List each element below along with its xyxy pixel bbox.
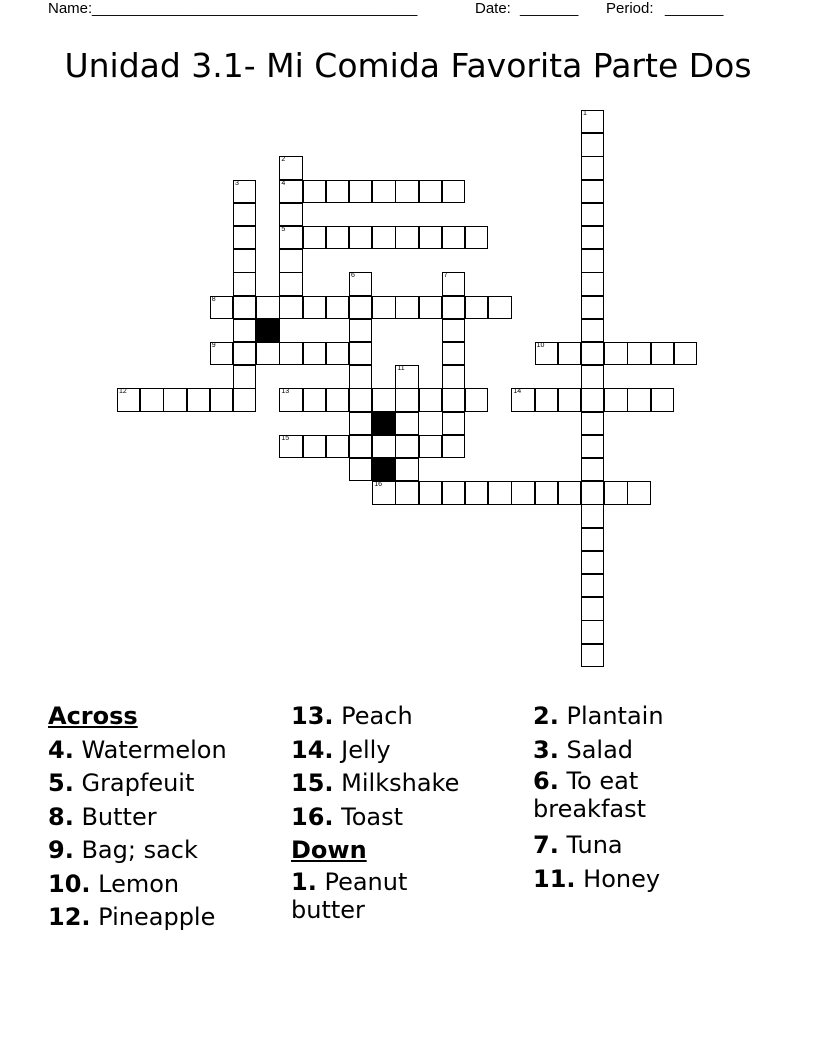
grid-cell[interactable] <box>604 342 627 365</box>
grid-cell[interactable] <box>256 342 279 365</box>
grid-cell[interactable] <box>349 435 372 458</box>
grid-cell[interactable] <box>372 481 395 504</box>
grid-cell[interactable] <box>581 412 604 435</box>
grid-cell[interactable] <box>279 180 302 203</box>
down-heading: Down <box>291 836 367 864</box>
grid-cell[interactable] <box>442 319 465 342</box>
grid-cell[interactable] <box>372 180 395 203</box>
grid-cell[interactable] <box>419 226 442 249</box>
grid-cell[interactable] <box>442 226 465 249</box>
grid-cell[interactable] <box>604 481 627 504</box>
grid-cell[interactable] <box>581 272 604 295</box>
grid-cell[interactable] <box>326 435 349 458</box>
clue-column-2 <box>291 700 491 930</box>
grid-cell[interactable] <box>279 435 302 458</box>
grid-cell[interactable] <box>233 342 256 365</box>
grid-cell[interactable] <box>581 504 604 527</box>
grid-cell[interactable] <box>210 388 233 411</box>
grid-cell[interactable] <box>279 249 302 272</box>
grid-cell[interactable] <box>349 412 372 435</box>
clue-number: 7 <box>443 272 448 280</box>
grid-cell[interactable] <box>326 180 349 203</box>
date-blank[interactable]: _______ <box>520 0 579 17</box>
grid-cell[interactable] <box>349 272 372 295</box>
clue-column-3 <box>533 700 733 896</box>
grid-cell[interactable] <box>140 388 163 411</box>
clue-across-4: 4. Watermelon <box>48 735 227 764</box>
grid-cell[interactable] <box>581 249 604 272</box>
grid-cell[interactable] <box>233 365 256 388</box>
grid-cell[interactable] <box>349 388 372 411</box>
grid-cell[interactable] <box>395 412 418 435</box>
grid-cell[interactable] <box>349 180 372 203</box>
clue-number: 15 <box>281 434 290 442</box>
grid-cell[interactable] <box>627 342 650 365</box>
page-title: Unidad 3.1- Mi Comida Favorita Parte Dos <box>64 46 752 85</box>
grid-cell[interactable] <box>279 203 302 226</box>
grid-cell[interactable] <box>233 388 256 411</box>
grid-cell[interactable] <box>395 365 418 388</box>
grid-cell[interactable] <box>372 296 395 319</box>
clue-down-6: 6. To eat breakfast <box>533 767 647 823</box>
grid-cell[interactable] <box>233 226 256 249</box>
grid-cell[interactable] <box>395 435 418 458</box>
grid-cell[interactable] <box>581 574 604 597</box>
grid-cell[interactable] <box>303 226 326 249</box>
grid-cell[interactable] <box>651 388 674 411</box>
name-blank[interactable]: _______________________________________ <box>92 0 418 17</box>
grid-cell[interactable] <box>581 156 604 179</box>
grid-cell[interactable] <box>651 342 674 365</box>
grid-cell[interactable] <box>581 528 604 551</box>
grid-cell[interactable] <box>279 296 302 319</box>
grid-cell[interactable] <box>419 435 442 458</box>
grid-cell[interactable] <box>419 388 442 411</box>
grid-cell[interactable] <box>279 342 302 365</box>
grid-cell[interactable] <box>442 342 465 365</box>
grid-cell[interactable] <box>535 481 558 504</box>
grid-cell[interactable] <box>233 296 256 319</box>
grid-cell[interactable] <box>419 481 442 504</box>
grid-cell[interactable] <box>395 388 418 411</box>
grid-cell[interactable] <box>627 481 650 504</box>
clue-number: 5 <box>281 226 286 233</box>
grid-cell[interactable] <box>349 226 372 249</box>
grid-cell[interactable] <box>511 388 534 411</box>
grid-cell[interactable] <box>581 226 604 249</box>
clue-across-13: 13. Peach <box>291 702 413 730</box>
grid-cell[interactable] <box>558 388 581 411</box>
grid-cell[interactable] <box>581 388 604 411</box>
name-label: Name: <box>48 0 93 17</box>
grid-cell[interactable] <box>535 388 558 411</box>
grid-cell[interactable] <box>279 226 302 249</box>
grid-cell[interactable] <box>442 272 465 295</box>
period-blank[interactable]: _______ <box>665 0 724 17</box>
grid-cell[interactable] <box>465 296 488 319</box>
clue-number: 11 <box>397 365 405 373</box>
grid-cell[interactable] <box>442 180 465 203</box>
grid-cell[interactable] <box>395 458 418 481</box>
grid-cell[interactable] <box>581 481 604 504</box>
grid-cell[interactable] <box>326 342 349 365</box>
date-label: Date: <box>475 0 511 17</box>
grid-cell[interactable] <box>187 388 210 411</box>
grid-cell[interactable] <box>442 412 465 435</box>
clue-column-1 <box>48 700 278 935</box>
grid-cell[interactable] <box>581 296 604 319</box>
grid-cell[interactable] <box>372 435 395 458</box>
grid-cell[interactable] <box>395 226 418 249</box>
grid-cell[interactable] <box>279 272 302 295</box>
grid-cell[interactable] <box>581 319 604 342</box>
grid-cell[interactable] <box>233 319 256 342</box>
grid-cell[interactable] <box>279 156 302 179</box>
grid-cell[interactable] <box>372 226 395 249</box>
clue-number: 16 <box>374 481 382 489</box>
clue-across-16: 16. Toast <box>291 802 404 831</box>
clue-number: 4 <box>281 179 286 187</box>
grid-cell[interactable] <box>303 435 326 458</box>
grid-cell[interactable] <box>581 597 604 620</box>
grid-cell[interactable] <box>558 342 581 365</box>
clue-across-8: 8. Butter <box>48 802 157 831</box>
grid-cell[interactable] <box>210 342 233 365</box>
clue-number: 12 <box>119 388 127 396</box>
grid-cell[interactable] <box>349 319 372 342</box>
grid-cell[interactable] <box>581 551 604 574</box>
clue-down-11: 11. Honey <box>533 864 661 893</box>
grid-cell[interactable] <box>581 180 604 203</box>
grid-cell[interactable] <box>117 388 140 411</box>
grid-cell[interactable] <box>233 272 256 295</box>
grid-cell[interactable] <box>581 342 604 365</box>
clue-number: 1 <box>583 110 587 117</box>
clue-number: 9 <box>211 342 216 349</box>
grid-cell[interactable] <box>465 226 488 249</box>
grid-cell[interactable] <box>535 342 558 365</box>
clue-number: 13 <box>281 388 290 396</box>
across-heading: Across <box>48 702 138 730</box>
grid-cell[interactable] <box>256 296 279 319</box>
grid-cell[interactable] <box>674 342 697 365</box>
grid-cell[interactable] <box>419 296 442 319</box>
grid-cell[interactable] <box>326 388 349 411</box>
clue-number: 10 <box>536 342 545 349</box>
clue-across-14: 14. Jelly <box>291 735 391 764</box>
grid-cell[interactable] <box>442 435 465 458</box>
grid-cell[interactable] <box>303 180 326 203</box>
clue-down-2: 2. Plantain <box>533 702 664 730</box>
grid-cell[interactable] <box>349 296 372 319</box>
grid-cell[interactable] <box>581 458 604 481</box>
grid-cell[interactable] <box>210 296 233 319</box>
grid-cell[interactable] <box>303 296 326 319</box>
grid-cell[interactable] <box>233 249 256 272</box>
grid-cell[interactable] <box>604 388 627 411</box>
grid-cell[interactable] <box>163 388 186 411</box>
clue-across-15: 15. Milkshake <box>291 769 460 797</box>
grid-cell[interactable] <box>442 481 465 504</box>
grid-cell[interactable] <box>395 481 418 504</box>
clue-down-1: 1. Peanut butter <box>291 867 408 924</box>
grid-cell[interactable] <box>558 481 581 504</box>
grid-cell[interactable] <box>488 296 511 319</box>
clue-number: 2 <box>281 156 286 164</box>
grid-cell[interactable] <box>349 365 372 388</box>
clue-number: 3 <box>235 179 239 187</box>
grid-cell[interactable] <box>581 133 604 156</box>
grid-cell[interactable] <box>442 388 465 411</box>
black-square <box>372 458 395 481</box>
clue-number: 14 <box>513 388 522 396</box>
grid-cell[interactable] <box>581 435 604 458</box>
black-square <box>256 319 279 342</box>
grid-cell[interactable] <box>442 296 465 319</box>
grid-cell[interactable] <box>349 342 372 365</box>
grid-cell[interactable] <box>349 458 372 481</box>
grid-cell[interactable] <box>488 481 511 504</box>
grid-cell[interactable] <box>581 110 604 133</box>
clue-number: 8 <box>211 295 216 303</box>
clue-across-12: 12. Pineapple <box>48 903 216 931</box>
grid-cell[interactable] <box>303 342 326 365</box>
grid-cell[interactable] <box>511 481 534 504</box>
period-label: Period: <box>606 0 654 17</box>
grid-cell[interactable] <box>326 226 349 249</box>
clue-across-9: 9. Bag; sack <box>48 836 198 864</box>
grid-cell[interactable] <box>581 365 604 388</box>
grid-cell[interactable] <box>303 388 326 411</box>
clue-number: 6 <box>351 272 355 280</box>
black-square <box>372 412 395 435</box>
clue-down-3: 3. Salad <box>533 735 634 764</box>
grid-cell[interactable] <box>419 180 442 203</box>
grid-cell[interactable] <box>627 388 650 411</box>
grid-cell[interactable] <box>581 620 604 643</box>
grid-cell[interactable] <box>372 388 395 411</box>
grid-cell[interactable] <box>395 180 418 203</box>
grid-cell[interactable] <box>581 644 604 667</box>
grid-cell[interactable] <box>279 388 302 411</box>
grid-cell[interactable] <box>442 365 465 388</box>
clue-across-10: 10. Lemon <box>48 869 180 898</box>
grid-cell[interactable] <box>395 296 418 319</box>
clue-down-7: 7. Tuna <box>533 831 623 859</box>
clue-across-5: 5. Grapfeuit <box>48 769 195 797</box>
grid-cell[interactable] <box>326 296 349 319</box>
grid-cell[interactable] <box>233 180 256 203</box>
grid-cell[interactable] <box>465 388 488 411</box>
grid-cell[interactable] <box>233 203 256 226</box>
grid-cell[interactable] <box>581 203 604 226</box>
grid-cell[interactable] <box>465 481 488 504</box>
